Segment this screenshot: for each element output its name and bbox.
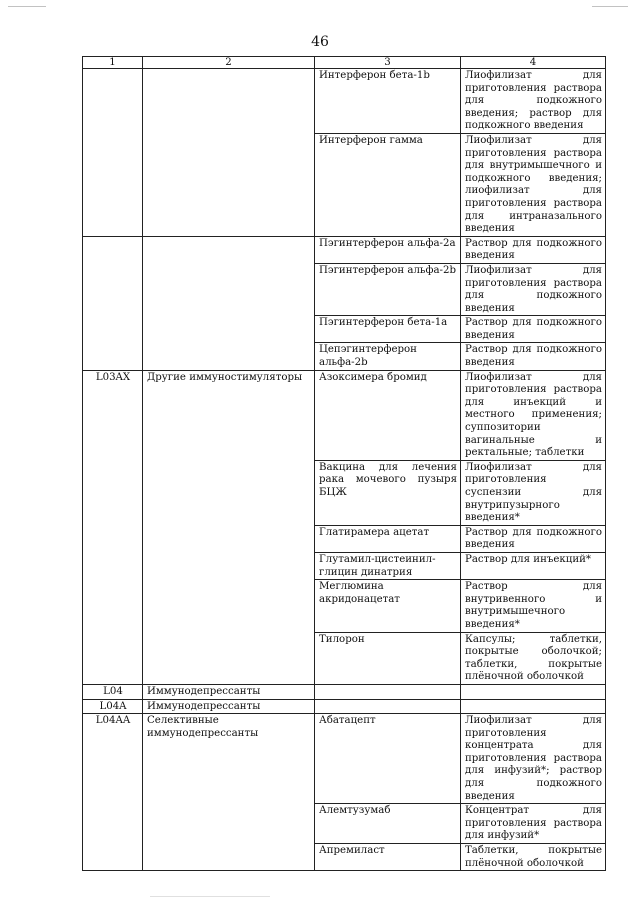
drug-name-cell: Тилорон (315, 632, 461, 684)
scan-artifact (592, 6, 628, 7)
group-name-cell: Другие иммуностимуляторы (143, 370, 315, 684)
dosage-form-cell: Раствор для подкожного введения (461, 316, 606, 343)
atc-code-cell: L04AA (83, 714, 143, 871)
column-header: 2 (143, 57, 315, 69)
dosage-form-cell (461, 699, 606, 714)
drug-name-cell: Алемтузумаб (315, 804, 461, 844)
dosage-form-cell: Капсулы; таблетки, покрытые оболочкой; таблетки, покрытые плёночной оболочкой (461, 632, 606, 684)
table-header-row (83, 57, 606, 69)
atc-code-cell (83, 236, 143, 370)
scan-artifact (150, 896, 270, 897)
dosage-form-cell: Раствор для инъекций* (461, 552, 606, 579)
table-row (83, 684, 606, 699)
scan-artifact (8, 6, 46, 7)
table-row (83, 236, 606, 263)
column-header: 1 (83, 57, 143, 69)
group-name-cell: Селективные иммунодепрессанты (143, 714, 315, 871)
table-row (83, 714, 606, 804)
dosage-form-cell: Лиофилизат для приготовления раствора для подкожного введения; раствор для подкожного введения (461, 69, 606, 134)
table-row (83, 69, 606, 134)
drug-name-cell: Апремиласт (315, 844, 461, 871)
column-header: 3 (315, 57, 461, 69)
dosage-form-cell (461, 684, 606, 699)
column-header: 4 (461, 57, 606, 69)
drug-name-cell: Пэгинтерферон альфа-2b (315, 263, 461, 315)
table-row (83, 370, 606, 460)
atc-code-cell: L04A (83, 699, 143, 714)
dosage-form-cell: Лиофилизат для приготовления раствора для внутримышечного и подкожного введения; лиофилизат для приготовления раствора для интраназального введения (461, 133, 606, 236)
drug-name-cell: Пэгинтерферон бета-1а (315, 316, 461, 343)
dosage-form-cell: Раствор для подкожного введения (461, 236, 606, 263)
atc-code-cell: L04 (83, 684, 143, 699)
dosage-form-cell: Раствор для подкожного введения (461, 343, 606, 370)
atc-code-cell: L03AX (83, 370, 143, 684)
drug-table (82, 56, 606, 871)
drug-name-cell: Азоксимера бромид (315, 370, 461, 460)
table-row (83, 699, 606, 714)
drug-name-cell: Глутамил-цистеинил-глицин динатрия (315, 552, 461, 579)
group-name-cell (143, 69, 315, 237)
page-number: 46 (311, 34, 329, 50)
dosage-form-cell: Лиофилизат для приготовления концентрата для приготовления раствора для инфузий*; раствор для подкожного введения (461, 714, 606, 804)
drug-name-cell: Интерферон гамма (315, 133, 461, 236)
dosage-form-cell: Концентрат для приготовления раствора для инфузий* (461, 804, 606, 844)
dosage-form-cell: Лиофилизат для приготовления раствора для инъекций и местного применения; суппозитории вагинальные и ректальные; таблетки (461, 370, 606, 460)
drug-name-cell: Цепэгинтерферон альфа-2b (315, 343, 461, 370)
drug-name-cell: Интерферон бета-1b (315, 69, 461, 134)
group-name-cell: Иммунодепрессанты (143, 684, 315, 699)
dosage-form-cell: Раствор для подкожного введения (461, 525, 606, 552)
drug-name-cell (315, 684, 461, 699)
dosage-form-cell: Таблетки, покрытые плёночной оболочкой (461, 844, 606, 871)
drug-name-cell: Пэгинтерферон альфа-2а (315, 236, 461, 263)
dosage-form-cell: Лиофилизат для приготовления раствора для подкожного введения (461, 263, 606, 315)
drug-name-cell: Абатацепт (315, 714, 461, 804)
drug-name-cell (315, 699, 461, 714)
group-name-cell (143, 236, 315, 370)
drug-name-cell: Глатирамера ацетат (315, 525, 461, 552)
drug-name-cell: Меглюмина акридонацетат (315, 580, 461, 632)
table-body (83, 69, 606, 871)
dosage-form-cell: Раствор для внутривенного и внутримышечного введения* (461, 580, 606, 632)
group-name-cell: Иммунодепрессанты (143, 699, 315, 714)
atc-code-cell (83, 69, 143, 237)
drug-name-cell: Вакцина для лечения рака мочевого пузыря БЦЖ (315, 460, 461, 525)
dosage-form-cell: Лиофилизат для приготовления суспензии для внутрипузырного введения* (461, 460, 606, 525)
